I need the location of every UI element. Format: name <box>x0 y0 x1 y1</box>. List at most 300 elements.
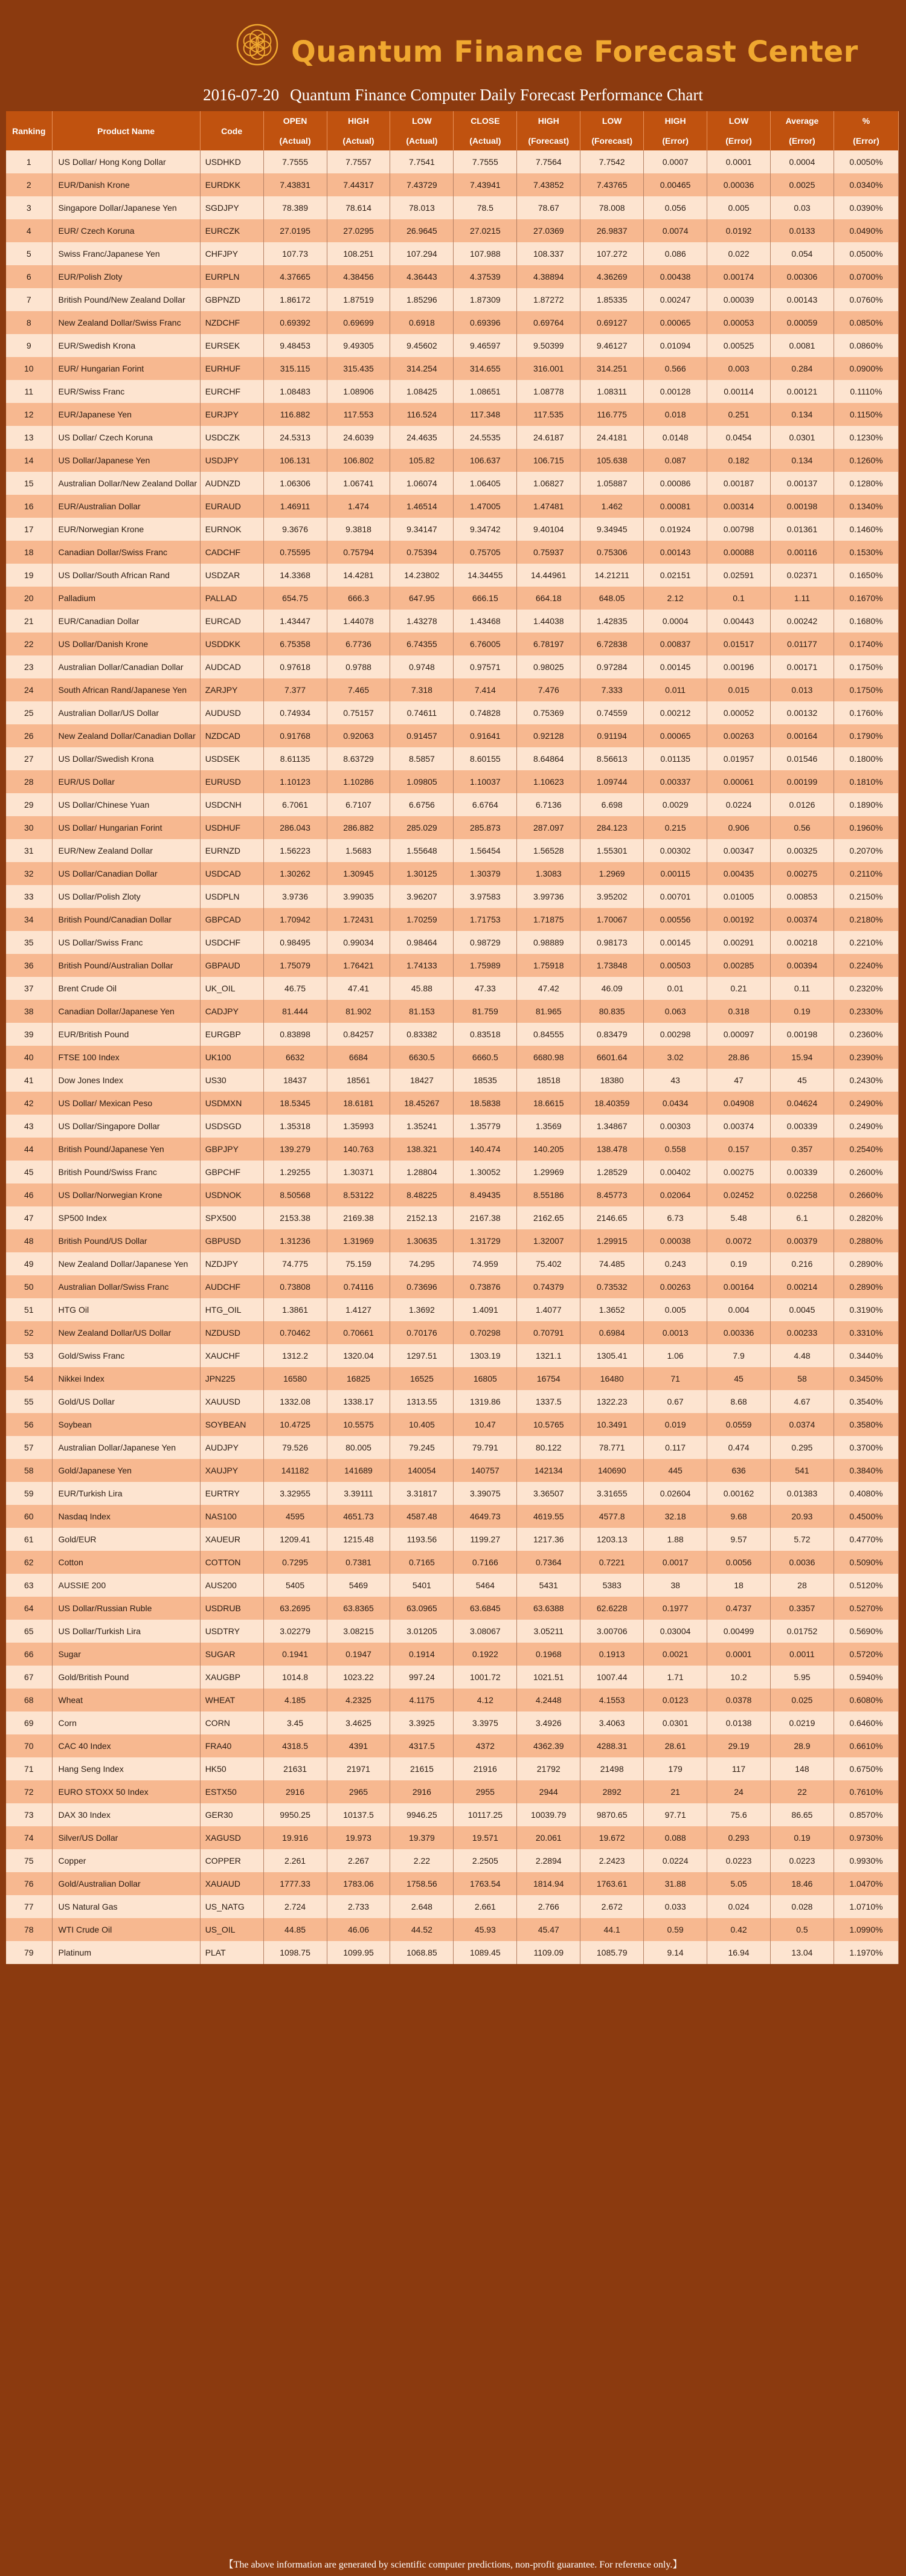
cell-rank: 2 <box>6 173 52 196</box>
cell-low-forecast: 2.672 <box>580 1895 644 1918</box>
cell-average-error: 86.65 <box>770 1803 834 1826</box>
cell-average-error: 0.00339 <box>770 1161 834 1183</box>
cell-product-name: EUR/Norwegian Krone <box>52 518 200 541</box>
cell-product-name: British Pound/Australian Dollar <box>52 954 200 977</box>
cell-product-name: EUR/Polish Zloty <box>52 265 200 288</box>
cell-product-name: AUSSIE 200 <box>52 1574 200 1597</box>
cell-average-error: 0.00116 <box>770 541 834 564</box>
cell-rank: 31 <box>6 839 52 862</box>
cell-code: EURSEK <box>200 334 263 357</box>
cell-low-forecast: 18.40359 <box>580 1092 644 1115</box>
cell-code: CADJPY <box>200 1000 263 1023</box>
cell-high-actual: 0.7381 <box>327 1551 390 1574</box>
cell-average-error: 0.00121 <box>770 380 834 403</box>
table-row <box>6 449 899 472</box>
cell-low-error: 0.00053 <box>707 311 771 334</box>
cell-code: EURCAD <box>200 610 263 633</box>
cell-open-actual: 0.91768 <box>263 724 327 747</box>
cell-rank: 17 <box>6 518 52 541</box>
cell-percent: 0.1750% <box>834 655 898 678</box>
cell-low-actual: 0.91457 <box>390 724 454 747</box>
cell-low-forecast: 1.09744 <box>580 770 644 793</box>
cell-open-actual: 6.75358 <box>263 633 327 655</box>
cell-low-error: 0.00291 <box>707 931 771 954</box>
cell-high-forecast: 10039.79 <box>517 1803 580 1826</box>
cell-high-error: 0.00086 <box>644 472 707 495</box>
table-row <box>6 472 899 495</box>
cell-average-error: 0.00132 <box>770 701 834 724</box>
cell-average-error: 0.00218 <box>770 931 834 954</box>
cell-code: HTG_OIL <box>200 1298 263 1321</box>
cell-high-error: 0.02604 <box>644 1482 707 1505</box>
cell-percent: 0.1530% <box>834 541 898 564</box>
cell-open-actual: 46.75 <box>263 977 327 1000</box>
cell-high-error: 0.00837 <box>644 633 707 655</box>
cell-high-forecast: 1.3569 <box>517 1115 580 1138</box>
cell-average-error: 0.03 <box>770 196 834 219</box>
cell-low-actual: 1.09805 <box>390 770 454 793</box>
cell-high-actual: 1.10286 <box>327 770 390 793</box>
cell-close-actual: 4.12 <box>454 1689 517 1711</box>
footer-disclaimer: 【The above information are generated by scientific computer predictions, non-profit guarantee. For reference only.】 <box>223 2560 683 2570</box>
cell-product-name: Corn <box>52 1711 200 1734</box>
cell-close-actual: 5464 <box>454 1574 517 1597</box>
cell-code: USDHUF <box>200 816 263 839</box>
cell-average-error: 0.025 <box>770 1689 834 1711</box>
cell-low-actual: 1.46514 <box>390 495 454 518</box>
cell-low-actual: 10.405 <box>390 1413 454 1436</box>
cell-open-actual: 0.70462 <box>263 1321 327 1344</box>
cell-low-error: 45 <box>707 1367 771 1390</box>
cell-close-actual: 4372 <box>454 1734 517 1757</box>
cell-low-forecast: 14.21211 <box>580 564 644 587</box>
cell-open-actual: 1332.08 <box>263 1390 327 1413</box>
cell-high-forecast: 45.47 <box>517 1918 580 1941</box>
table-row <box>6 1941 899 1964</box>
cell-low-actual: 3.3925 <box>390 1711 454 1734</box>
cell-open-actual: 1.46911 <box>263 495 327 518</box>
cell-low-error: 0.022 <box>707 242 771 265</box>
cell-high-forecast: 75.402 <box>517 1252 580 1275</box>
cell-code: NZDUSD <box>200 1321 263 1344</box>
cell-low-forecast: 1007.44 <box>580 1666 644 1689</box>
cell-code: XAUUSD <box>200 1390 263 1413</box>
cell-product-name: US Dollar/ Mexican Peso <box>52 1092 200 1115</box>
cell-high-forecast: 2.766 <box>517 1895 580 1918</box>
cell-high-actual: 18.6181 <box>327 1092 390 1115</box>
cell-open-actual: 1098.75 <box>263 1941 327 1964</box>
cell-low-forecast: 1322.23 <box>580 1390 644 1413</box>
cell-high-actual: 10.5575 <box>327 1413 390 1436</box>
cell-close-actual: 9.34742 <box>454 518 517 541</box>
cell-average-error: 0.00379 <box>770 1229 834 1252</box>
cell-high-forecast: 0.75937 <box>517 541 580 564</box>
cell-low-forecast: 3.31655 <box>580 1482 644 1505</box>
cell-high-forecast: 18518 <box>517 1069 580 1092</box>
cell-product-name: US Dollar/Danish Krone <box>52 633 200 655</box>
cell-high-actual: 3.4625 <box>327 1711 390 1734</box>
cell-open-actual: 0.74934 <box>263 701 327 724</box>
cell-close-actual: 107.988 <box>454 242 517 265</box>
cell-percent: 0.1230% <box>834 426 898 449</box>
cell-product-name: US Dollar/ Hong Kong Dollar <box>52 150 200 173</box>
cell-high-error: 0.019 <box>644 1413 707 1436</box>
cell-low-actual: 78.013 <box>390 196 454 219</box>
cell-high-error: 0.566 <box>644 357 707 380</box>
cell-rank: 55 <box>6 1390 52 1413</box>
cell-code: EURNZD <box>200 839 263 862</box>
cell-close-actual: 0.83518 <box>454 1023 517 1046</box>
cell-low-actual: 18.45267 <box>390 1092 454 1115</box>
cell-percent: 0.1760% <box>834 701 898 724</box>
cell-low-error: 0.00187 <box>707 472 771 495</box>
cell-close-actual: 140.474 <box>454 1138 517 1161</box>
cell-percent: 0.5690% <box>834 1620 898 1643</box>
cell-high-actual: 7.7557 <box>327 150 390 173</box>
cell-low-forecast: 1.29915 <box>580 1229 644 1252</box>
cell-low-forecast: 46.09 <box>580 977 644 1000</box>
cell-open-actual: 3.32955 <box>263 1482 327 1505</box>
cell-product-name: US Dollar/Swiss Franc <box>52 931 200 954</box>
cell-low-actual: 63.0965 <box>390 1597 454 1620</box>
cell-low-actual: 0.83382 <box>390 1023 454 1046</box>
cell-high-error: 0.00065 <box>644 311 707 334</box>
cell-high-actual: 1023.22 <box>327 1666 390 1689</box>
cell-product-name: EUR/Swedish Krona <box>52 334 200 357</box>
table-row <box>6 1046 899 1069</box>
cell-rank: 47 <box>6 1206 52 1229</box>
cell-open-actual: 8.61135 <box>263 747 327 770</box>
cell-high-forecast: 63.6388 <box>517 1597 580 1620</box>
cell-high-error: 21 <box>644 1780 707 1803</box>
table-row <box>6 977 899 1000</box>
cell-high-actual: 1320.04 <box>327 1344 390 1367</box>
cell-low-actual: 7.43729 <box>390 173 454 196</box>
cell-product-name: Hang Seng Index <box>52 1757 200 1780</box>
cell-low-forecast: 1085.79 <box>580 1941 644 1964</box>
cell-open-actual: 63.2695 <box>263 1597 327 1620</box>
cell-high-error: 0.00302 <box>644 839 707 862</box>
cell-close-actual: 16805 <box>454 1367 517 1390</box>
cell-low-error: 5.05 <box>707 1872 771 1895</box>
cell-open-actual: 1.70942 <box>263 908 327 931</box>
cell-percent: 0.2180% <box>834 908 898 931</box>
cell-high-error: 0.00212 <box>644 701 707 724</box>
cell-rank: 39 <box>6 1023 52 1046</box>
cell-low-actual: 79.245 <box>390 1436 454 1459</box>
cell-high-actual: 21971 <box>327 1757 390 1780</box>
cell-product-name: US Dollar/Norwegian Krone <box>52 1183 200 1206</box>
cell-low-forecast: 0.1913 <box>580 1643 644 1666</box>
cell-low-forecast: 2146.65 <box>580 1206 644 1229</box>
cell-high-error: 0.0074 <box>644 219 707 242</box>
cell-low-forecast: 1.28529 <box>580 1161 644 1183</box>
cell-open-actual: 10.4725 <box>263 1413 327 1436</box>
cell-product-name: New Zealand Dollar/Swiss Franc <box>52 311 200 334</box>
cell-low-error: 0.005 <box>707 196 771 219</box>
table-row <box>6 1229 899 1252</box>
cell-open-actual: 16580 <box>263 1367 327 1390</box>
table-row <box>6 1321 899 1344</box>
cell-product-name: DAX 30 Index <box>52 1803 200 1826</box>
cell-high-actual: 3.08215 <box>327 1620 390 1643</box>
cell-rank: 11 <box>6 380 52 403</box>
cell-percent: 0.0760% <box>834 288 898 311</box>
cell-close-actual: 1.75989 <box>454 954 517 977</box>
cell-low-actual: 44.52 <box>390 1918 454 1941</box>
table-row <box>6 1620 899 1643</box>
cell-open-actual: 0.98495 <box>263 931 327 954</box>
cell-code: EURAUD <box>200 495 263 518</box>
cell-rank: 77 <box>6 1895 52 1918</box>
cell-high-actual: 14.4281 <box>327 564 390 587</box>
cell-code: USDTRY <box>200 1620 263 1643</box>
col-subheader-error: (Error) <box>770 130 834 150</box>
cell-low-actual: 4.1175 <box>390 1689 454 1711</box>
cell-rank: 58 <box>6 1459 52 1482</box>
cell-low-actual: 8.48225 <box>390 1183 454 1206</box>
cell-high-error: 0.018 <box>644 403 707 426</box>
cell-open-actual: 1.31236 <box>263 1229 327 1252</box>
cell-low-error: 0.906 <box>707 816 771 839</box>
cell-high-forecast: 6.7136 <box>517 793 580 816</box>
cell-low-forecast: 18380 <box>580 1069 644 1092</box>
report-date: 2016-07-20 <box>203 86 280 104</box>
cell-low-forecast: 3.00706 <box>580 1620 644 1643</box>
cell-rank: 32 <box>6 862 52 885</box>
cell-percent: 0.1960% <box>834 816 898 839</box>
cell-rank: 21 <box>6 610 52 633</box>
cell-low-forecast: 1.42835 <box>580 610 644 633</box>
cell-close-actual: 14.34455 <box>454 564 517 587</box>
cell-close-actual: 79.791 <box>454 1436 517 1459</box>
table-row <box>6 1734 899 1757</box>
cell-open-actual: 1.10123 <box>263 770 327 793</box>
cell-average-error: 0.00325 <box>770 839 834 862</box>
cell-low-forecast: 3.4063 <box>580 1711 644 1734</box>
cell-high-error: 0.01135 <box>644 747 707 770</box>
cell-open-actual: 1014.8 <box>263 1666 327 1689</box>
cell-low-forecast: 5383 <box>580 1574 644 1597</box>
cell-rank: 45 <box>6 1161 52 1183</box>
cell-high-error: 0.0004 <box>644 610 707 633</box>
cell-rank: 46 <box>6 1183 52 1206</box>
cell-low-error: 0.015 <box>707 678 771 701</box>
table-row <box>6 1275 899 1298</box>
col-subheader-actual: (Actual) <box>390 130 454 150</box>
cell-high-actual: 0.9788 <box>327 655 390 678</box>
cell-high-error: 0.558 <box>644 1138 707 1161</box>
cell-low-error: 0.0001 <box>707 1643 771 1666</box>
cell-percent: 0.3450% <box>834 1367 898 1390</box>
cell-product-name: British Pound/Japanese Yen <box>52 1138 200 1161</box>
cell-high-actual: 141689 <box>327 1459 390 1482</box>
cell-low-actual: 116.524 <box>390 403 454 426</box>
cell-close-actual: 0.70298 <box>454 1321 517 1344</box>
cell-high-forecast: 287.097 <box>517 816 580 839</box>
cell-low-forecast: 9.34945 <box>580 518 644 541</box>
cell-close-actual: 81.759 <box>454 1000 517 1023</box>
cell-low-actual: 9946.25 <box>390 1803 454 1826</box>
cell-low-error: 0.0001 <box>707 150 771 173</box>
cell-low-forecast: 9870.65 <box>580 1803 644 1826</box>
cell-close-actual: 0.97571 <box>454 655 517 678</box>
cell-high-forecast: 8.55186 <box>517 1183 580 1206</box>
cell-percent: 0.2820% <box>834 1206 898 1229</box>
cell-high-error: 445 <box>644 1459 707 1482</box>
cell-code: JPN225 <box>200 1367 263 1390</box>
table-row <box>6 1000 899 1023</box>
cell-low-error: 0.00192 <box>707 908 771 931</box>
cell-average-error: 0.00374 <box>770 908 834 931</box>
cell-percent: 0.1110% <box>834 380 898 403</box>
cell-close-actual: 0.75705 <box>454 541 517 564</box>
cell-open-actual: 1.86172 <box>263 288 327 311</box>
cell-low-actual: 1.70259 <box>390 908 454 931</box>
cell-high-actual: 47.41 <box>327 977 390 1000</box>
cell-average-error: 0.00306 <box>770 265 834 288</box>
cell-high-forecast: 9.40104 <box>517 518 580 541</box>
cell-open-actual: 0.7295 <box>263 1551 327 1574</box>
cell-low-error: 0.00374 <box>707 1115 771 1138</box>
header <box>0 0 906 108</box>
cell-product-name: EUR/US Dollar <box>52 770 200 793</box>
cell-low-actual: 0.9748 <box>390 655 454 678</box>
cell-rank: 8 <box>6 311 52 334</box>
cell-low-actual: 7.7541 <box>390 150 454 173</box>
cell-low-actual: 1.30635 <box>390 1229 454 1252</box>
cell-rank: 66 <box>6 1643 52 1666</box>
cell-high-error: 0.0029 <box>644 793 707 816</box>
cell-code: GER30 <box>200 1803 263 1826</box>
cell-low-forecast: 1.2969 <box>580 862 644 885</box>
cell-high-actual: 1.30371 <box>327 1161 390 1183</box>
cell-close-actual: 0.91641 <box>454 724 517 747</box>
cell-percent: 0.0900% <box>834 357 898 380</box>
cell-rank: 35 <box>6 931 52 954</box>
cell-average-error: 0.00171 <box>770 655 834 678</box>
cell-low-forecast: 105.638 <box>580 449 644 472</box>
table-row <box>6 265 899 288</box>
cell-high-actual: 4.38456 <box>327 265 390 288</box>
cell-percent: 0.8570% <box>834 1803 898 1826</box>
cell-product-name: British Pound/New Zealand Dollar <box>52 288 200 311</box>
cell-high-forecast: 2162.65 <box>517 1206 580 1229</box>
cell-average-error: 4.48 <box>770 1344 834 1367</box>
cell-average-error: 0.0036 <box>770 1551 834 1574</box>
cell-high-forecast: 0.98025 <box>517 655 580 678</box>
cell-high-forecast: 140.205 <box>517 1138 580 1161</box>
table-row <box>6 1826 899 1849</box>
cell-rank: 15 <box>6 472 52 495</box>
cell-rank: 24 <box>6 678 52 701</box>
cell-high-error: 0.00402 <box>644 1161 707 1183</box>
cell-product-name: Nasdaq Index <box>52 1505 200 1528</box>
cell-low-error: 0.0559 <box>707 1413 771 1436</box>
cell-high-forecast: 1.4077 <box>517 1298 580 1321</box>
cell-percent: 0.1800% <box>834 747 898 770</box>
cell-low-forecast: 9.46127 <box>580 334 644 357</box>
cell-high-error: 0.00465 <box>644 173 707 196</box>
cell-code: SOYBEAN <box>200 1413 263 1436</box>
cell-low-actual: 140054 <box>390 1459 454 1482</box>
cell-open-actual: 286.043 <box>263 816 327 839</box>
cell-rank: 20 <box>6 587 52 610</box>
cell-low-error: 0.0072 <box>707 1229 771 1252</box>
cell-code: NZDCAD <box>200 724 263 747</box>
cell-low-error: 0.00263 <box>707 724 771 747</box>
cell-high-actual: 78.614 <box>327 196 390 219</box>
cell-product-name: CAC 40 Index <box>52 1734 200 1757</box>
cell-low-error: 0.004 <box>707 1298 771 1321</box>
cell-code: USDRUB <box>200 1597 263 1620</box>
cell-low-actual: 997.24 <box>390 1666 454 1689</box>
cell-high-forecast: 7.476 <box>517 678 580 701</box>
cell-low-error: 0.182 <box>707 449 771 472</box>
cell-average-error: 0.134 <box>770 403 834 426</box>
cell-close-actual: 1.30379 <box>454 862 517 885</box>
cell-average-error: 0.0011 <box>770 1643 834 1666</box>
cell-code: EURGBP <box>200 1023 263 1046</box>
cell-high-actual: 5469 <box>327 1574 390 1597</box>
cell-product-name: US Dollar/South African Rand <box>52 564 200 587</box>
table-row <box>6 380 899 403</box>
cell-open-actual: 24.5313 <box>263 426 327 449</box>
cell-high-forecast: 1.56528 <box>517 839 580 862</box>
cell-high-actual: 7.44317 <box>327 173 390 196</box>
cell-average-error: 0.3357 <box>770 1597 834 1620</box>
cell-high-actual: 1.76421 <box>327 954 390 977</box>
cell-open-actual: 4.185 <box>263 1689 327 1711</box>
cell-low-actual: 16525 <box>390 1367 454 1390</box>
cell-low-error: 0.00499 <box>707 1620 771 1643</box>
cell-average-error: 0.00214 <box>770 1275 834 1298</box>
cell-product-name: EUR/Australian Dollar <box>52 495 200 518</box>
cell-average-error: 0.01177 <box>770 633 834 655</box>
cell-high-actual: 0.70661 <box>327 1321 390 1344</box>
cell-percent: 0.1280% <box>834 472 898 495</box>
cell-product-name: Sugar <box>52 1643 200 1666</box>
cell-rank: 59 <box>6 1482 52 1505</box>
cell-low-error: 636 <box>707 1459 771 1482</box>
cell-average-error: 0.0025 <box>770 173 834 196</box>
cell-high-error: 0.088 <box>644 1826 707 1849</box>
cell-high-error: 0.215 <box>644 816 707 839</box>
cell-code: AUDJPY <box>200 1436 263 1459</box>
table-row <box>6 1367 899 1390</box>
cell-product-name: Swiss Franc/Japanese Yen <box>52 242 200 265</box>
cell-open-actual: 44.85 <box>263 1918 327 1941</box>
cell-low-actual: 647.95 <box>390 587 454 610</box>
cell-low-actual: 0.6918 <box>390 311 454 334</box>
cell-average-error: 0.00199 <box>770 770 834 793</box>
cell-low-actual: 7.318 <box>390 678 454 701</box>
cell-code: AUDNZD <box>200 472 263 495</box>
cell-product-name: EUR/Swiss Franc <box>52 380 200 403</box>
cell-low-forecast: 284.123 <box>580 816 644 839</box>
cell-high-actual: 286.882 <box>327 816 390 839</box>
cell-high-error: 2.12 <box>644 587 707 610</box>
table-row <box>6 1574 899 1597</box>
cell-rank: 7 <box>6 288 52 311</box>
cell-code: PALLAD <box>200 587 263 610</box>
cell-average-error: 13.04 <box>770 1941 834 1964</box>
cell-open-actual: 0.1941 <box>263 1643 327 1666</box>
cell-high-error: 0.00556 <box>644 908 707 931</box>
cell-average-error: 0.0081 <box>770 334 834 357</box>
cell-low-forecast: 19.672 <box>580 1826 644 1849</box>
cell-low-error: 0.00174 <box>707 265 771 288</box>
